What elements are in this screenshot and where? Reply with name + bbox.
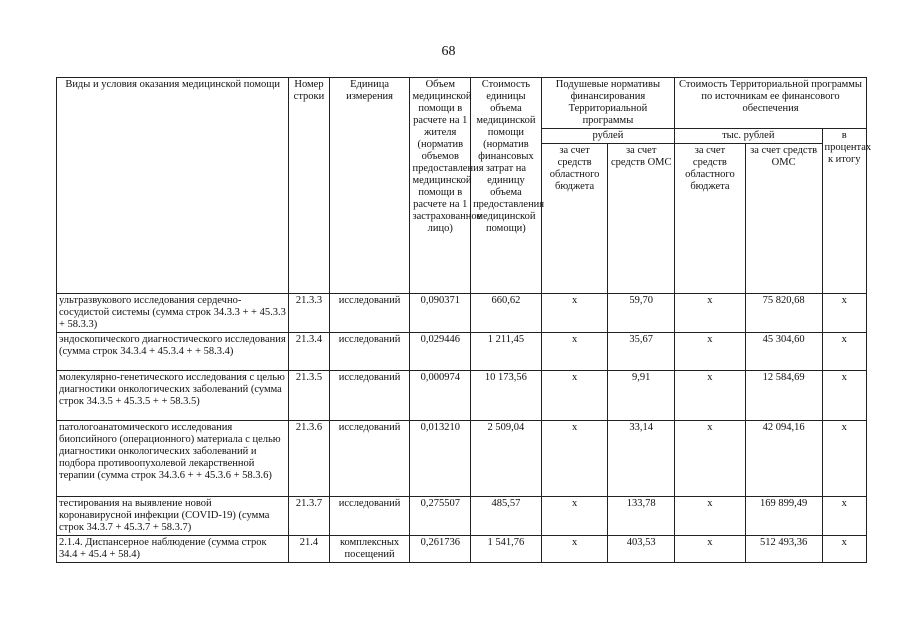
row-percent: х — [822, 497, 867, 536]
header-unit-thous-rub: тыс. рублей — [675, 129, 822, 144]
row-cost-oms: 169 899,49 — [745, 497, 822, 536]
row-unit: исследований — [329, 371, 410, 421]
table-row — [57, 371, 867, 421]
row-cost-oms: 42 094,16 — [745, 421, 822, 497]
medical-care-table — [56, 77, 872, 563]
header-unit-rub: рублей — [541, 129, 674, 144]
row-cost-budget: х — [675, 497, 746, 536]
row-cost-budget: х — [675, 536, 746, 563]
row-volume: 0,013210 — [410, 421, 471, 497]
row-cost: 10 173,56 — [471, 371, 542, 421]
row-cost-oms: 12 584,69 — [745, 371, 822, 421]
row-unit: исследований — [329, 294, 410, 333]
row-number: 21.3.3 — [289, 294, 329, 333]
row-percent: х — [822, 294, 867, 333]
row-name: ультразвукового исследования сердечно-сосудистой системы (сумма строк 34.3.3 + + 45.3.3 + 58.3.3) — [57, 294, 289, 333]
header-per-capita-group: Подушевые нормативы финансирования Территориальной программы — [541, 78, 674, 129]
header-pc-oms: за счет средств ОМС — [608, 144, 675, 294]
row-pc-budget: х — [541, 333, 608, 371]
row-name: 2.1.4. Диспансерное наблюдение (сумма строк 34.4 + 45.4 + 58.4) — [57, 536, 289, 563]
row-number: 21.3.4 — [289, 333, 329, 371]
row-pc-oms: 33,14 — [608, 421, 675, 497]
table-row — [57, 536, 867, 563]
row-cost: 660,62 — [471, 294, 542, 333]
row-volume: 0,029446 — [410, 333, 471, 371]
row-name: патологоанатомического исследования биопсийного (операционного) материала с целью диагностики онкологических заболеваний и подбора противоопухолевой лекарственной терапии (сумма строк 34.3.6 + + 45.3.6 + 58.3.6) — [57, 421, 289, 497]
row-cost: 485,57 — [471, 497, 542, 536]
header-row-number: Номер строки — [289, 78, 329, 294]
row-unit: исследований — [329, 497, 410, 536]
row-number: 21.3.5 — [289, 371, 329, 421]
row-percent: х — [822, 371, 867, 421]
table-row — [57, 497, 867, 536]
row-cost: 1 541,76 — [471, 536, 542, 563]
header-volume: Объем медицинской помощи в расчете на 1 жителя (норматив объемов предоставления медицинской помощи в расчете на 1 застрахованное лицо) — [410, 78, 471, 294]
row-pc-oms: 35,67 — [608, 333, 675, 371]
header-care-type: Виды и условия оказания медицинской помощи — [57, 78, 289, 294]
row-pc-budget: х — [541, 497, 608, 536]
row-cost-budget: х — [675, 294, 746, 333]
table-row — [57, 333, 867, 371]
row-cost-budget: х — [675, 371, 746, 421]
row-unit: исследований — [329, 333, 410, 371]
row-pc-budget: х — [541, 371, 608, 421]
row-cost: 2 509,04 — [471, 421, 542, 497]
row-cost-budget: х — [675, 333, 746, 371]
row-percent: х — [822, 333, 867, 371]
header-unit-cost: Стоимость единицы объема медицинской помощи (норматив финансовых затрат на единицу объема предоставления медицинской помощи) — [471, 78, 542, 294]
row-pc-oms: 9,91 — [608, 371, 675, 421]
row-percent: х — [822, 421, 867, 497]
row-pc-oms: 403,53 — [608, 536, 675, 563]
row-unit: исследований — [329, 421, 410, 497]
row-cost-oms: 75 820,68 — [745, 294, 822, 333]
header-pc-budget: за счет средств областного бюджета — [541, 144, 608, 294]
row-number: 21.3.6 — [289, 421, 329, 497]
header-percent: в процентах к итогу — [822, 129, 867, 294]
row-name: эндоскопического диагностического исследования (сумма строк 34.3.4 + 45.3.4 + + 58.3.4) — [57, 333, 289, 371]
row-cost-budget: х — [675, 421, 746, 497]
row-pc-budget: х — [541, 421, 608, 497]
row-cost: 1 211,45 — [471, 333, 542, 371]
header-cost-oms: за счет средств ОМС — [745, 144, 822, 294]
row-volume: 0,275507 — [410, 497, 471, 536]
header-unit: Единица измерения — [329, 78, 410, 294]
header-program-cost-group: Стоимость Территориальной программы по источникам ее финансового обеспечения — [675, 78, 867, 129]
row-pc-oms: 133,78 — [608, 497, 675, 536]
row-number: 21.3.7 — [289, 497, 329, 536]
page-number: 68 — [441, 44, 456, 59]
row-volume: 0,261736 — [410, 536, 471, 563]
row-pc-budget: х — [541, 536, 608, 563]
row-number: 21.4 — [289, 536, 329, 563]
table-row — [57, 421, 867, 497]
row-name: молекулярно-генетического исследования с целью диагностики онкологических заболеваний (сумма строк 34.3.5 + 45.3.5 + + 58.3.5) — [57, 371, 289, 421]
table-row — [57, 294, 867, 333]
row-pc-oms: 59,70 — [608, 294, 675, 333]
row-name: тестирования на выявление новой коронавирусной инфекции (COVID-19) (сумма строк 34.3.7 + 45.3.7 + 58.3.7) — [57, 497, 289, 536]
row-cost-oms: 45 304,60 — [745, 333, 822, 371]
row-volume: 0,000974 — [410, 371, 471, 421]
row-volume: 0,090371 — [410, 294, 471, 333]
row-pc-budget: х — [541, 294, 608, 333]
row-unit: комплексных посещений — [329, 536, 410, 563]
row-percent: х — [822, 536, 867, 563]
row-cost-oms: 512 493,36 — [745, 536, 822, 563]
header-cost-budget: за счет средств областного бюджета — [675, 144, 746, 294]
